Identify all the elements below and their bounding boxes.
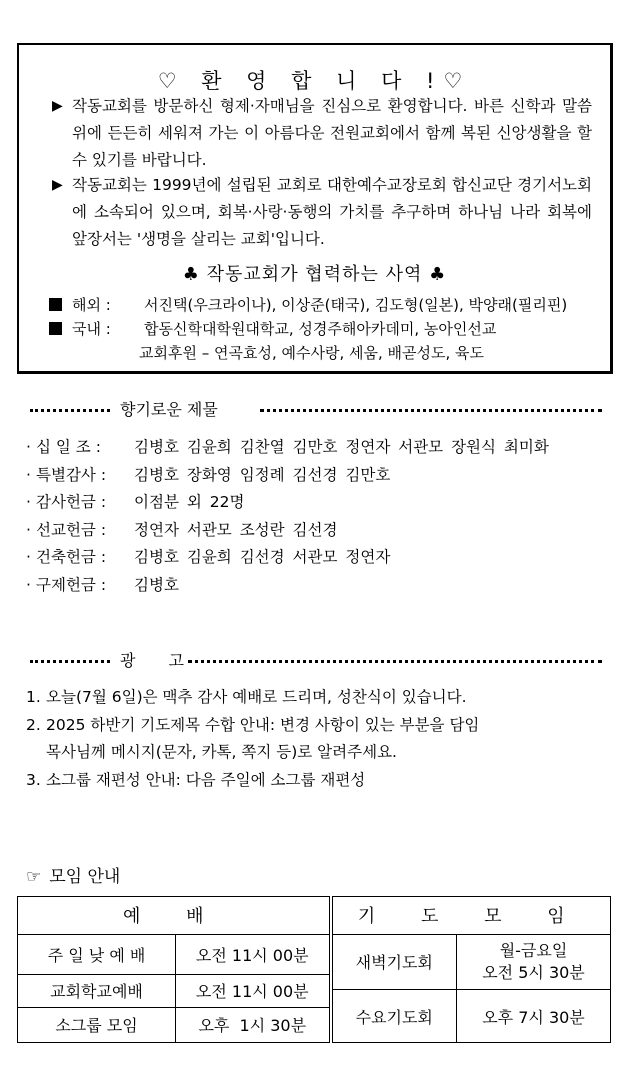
prayer-time (457, 934, 611, 990)
welcome-box (17, 43, 613, 374)
welcome-bullet-text-1: 작동교회를 방문하신 형제·자매님을 진심으로 환영합니다. 바른 신학과 말씀 위에 든든히 세워져 가는 이 아름다운 전원교회에서 함께 복된 신앙생활을 할 수 있기를 바랍니다. (72, 97, 592, 169)
offering-names: 이점분 외 22명 (134, 493, 245, 511)
welcome-bullet-text-2: 작동교회는 1999년에 설립된 교회로 대한예수교장로회 합신교단 경기서노회에 소속되어 있으며, 회복·사랑·동행의 가치를 추구하며 하나님 나라 회복에 앞장서는 '생명을 살리는 교회'입니다. (72, 176, 592, 248)
triangle-bullet-icon: ▶ (52, 98, 63, 114)
worship-header: 예 배 (18, 897, 331, 935)
worship-name: 교회학교예배 (18, 975, 176, 1007)
square-bullet-icon (49, 322, 62, 335)
offering-names: 김병호 장화영 임정례 김선경 김만호 (134, 465, 391, 484)
offering-category: 건축헌금 : (36, 548, 107, 566)
worship-name: 소그룹 모임 (18, 1007, 176, 1042)
dotted-leader (30, 409, 110, 412)
ad-number: 3. (26, 770, 41, 789)
offerings-list (26, 434, 549, 599)
dotted-leader (260, 409, 602, 412)
list-item (26, 684, 596, 712)
ads-section-header (30, 648, 602, 672)
ad-text: 오늘(7월 6일)은 맥추 감사 예배로 드리며, 성찬식이 있습니다. (46, 688, 467, 706)
ad-text: 소그룹 재편성 안내: 다음 주일에 소그룹 재편성 (46, 770, 366, 789)
domestic-label: 국내 : (72, 320, 111, 338)
ads-title: 광 고 (116, 648, 202, 671)
square-bullet-icon (49, 298, 62, 311)
dotted-leader (188, 660, 602, 663)
meetings-heading-text: 모임 안내 (49, 867, 121, 887)
prayer-name: 수요기도회 (331, 990, 457, 1043)
list-item (26, 712, 596, 740)
overseas-mission-row (49, 293, 567, 317)
offerings-title: 향기로운 제물 (116, 397, 222, 420)
prayer-name: 새벽기도회 (331, 934, 457, 990)
list-item (26, 767, 596, 795)
ad-number: 1. (26, 688, 41, 706)
dotted-leader (30, 660, 110, 663)
domestic-value-1: 합동신학대학원대학교, 성경주해아카데미, 농아인선교 (144, 320, 497, 338)
prayer-time: 오후 7시 30분 (457, 990, 611, 1043)
offering-category: 십 일 조 : (36, 438, 101, 456)
offerings-section-header (30, 397, 602, 421)
offering-category: 특별감사 : (36, 465, 107, 484)
offering-names: 정연자 서관모 조성란 김선경 (134, 520, 338, 539)
offering-category: 구제헌금 : (36, 575, 107, 594)
ad-text-continued: 목사님께 메시지(문자, 카톡, 쪽지 등)로 알려주세요. (46, 743, 397, 761)
ad-number: 2. (26, 715, 41, 734)
list-item: · 구제헌금 : 김병호 (26, 572, 549, 600)
list-item: · 건축헌금 : 김병호 김윤희 김선경 서관모 정연자 (26, 544, 549, 572)
worship-time: 오후 1시 30분 (176, 1007, 331, 1042)
domestic-mission-row (49, 317, 496, 341)
worship-time: 오전 11시 00분 (176, 934, 331, 975)
list-item: · 감사헌금 : 이점분 외 22명 (26, 489, 549, 517)
prayer-header: 기 도 모 임 (331, 897, 611, 935)
offering-names: 김병호 김윤희 김찬열 김만호 정연자 서관모 장원식 최미화 (134, 438, 549, 456)
triangle-bullet-icon: ▶ (52, 177, 63, 193)
domestic-value-2: 교회후원 – 연곡효성, 예수사랑, 세움, 배곧성도, 육도 (139, 344, 484, 362)
welcome-bullet-1 (52, 93, 592, 174)
offering-category: 선교헌금 : (36, 520, 107, 539)
worship-name: 주 일 낮 예 배 (18, 934, 176, 975)
list-item: · 선교헌금 : 정연자 서관모 조성란 김선경 (26, 517, 549, 545)
welcome-title: ♡ 환 영 합 니 다 !♡ (157, 69, 472, 93)
offering-names: 김병호 김윤희 김선경 서관모 정연자 (134, 548, 391, 566)
prayer-time-days: 월-금요일 (499, 940, 568, 960)
worship-time: 오전 11시 00분 (176, 975, 331, 1007)
ad-text: 2025 하반기 기도제목 수합 안내: 변경 사항이 있는 부분을 담임 (46, 715, 480, 734)
ads-list (26, 684, 596, 794)
prayer-time-hour: 오전 5시 30분 (482, 962, 585, 982)
overseas-label: 해외 : (72, 296, 111, 314)
list-item: · 특별감사 : 김병호 장화영 임정례 김선경 김만호 (26, 462, 549, 490)
offering-category: 감사헌금 : (36, 493, 107, 511)
overseas-value: 서진택(우크라이나), 이상준(태국), 김도형(일본), 박양래(필리핀) (144, 296, 568, 314)
offering-names: 김병호 (134, 575, 179, 594)
list-item: · 십 일 조 : 김병호 김윤희 김찬열 김만호 정연자 서관모 장원식 최미화 (26, 434, 549, 462)
welcome-bullet-2 (52, 172, 592, 253)
meetings-heading (26, 862, 120, 887)
meetings-table (17, 896, 611, 1043)
ministries-title: ♣ 작동교회가 협력하는 사역 ♣ (182, 264, 447, 285)
pointing-hand-icon: ☞ (26, 867, 42, 887)
